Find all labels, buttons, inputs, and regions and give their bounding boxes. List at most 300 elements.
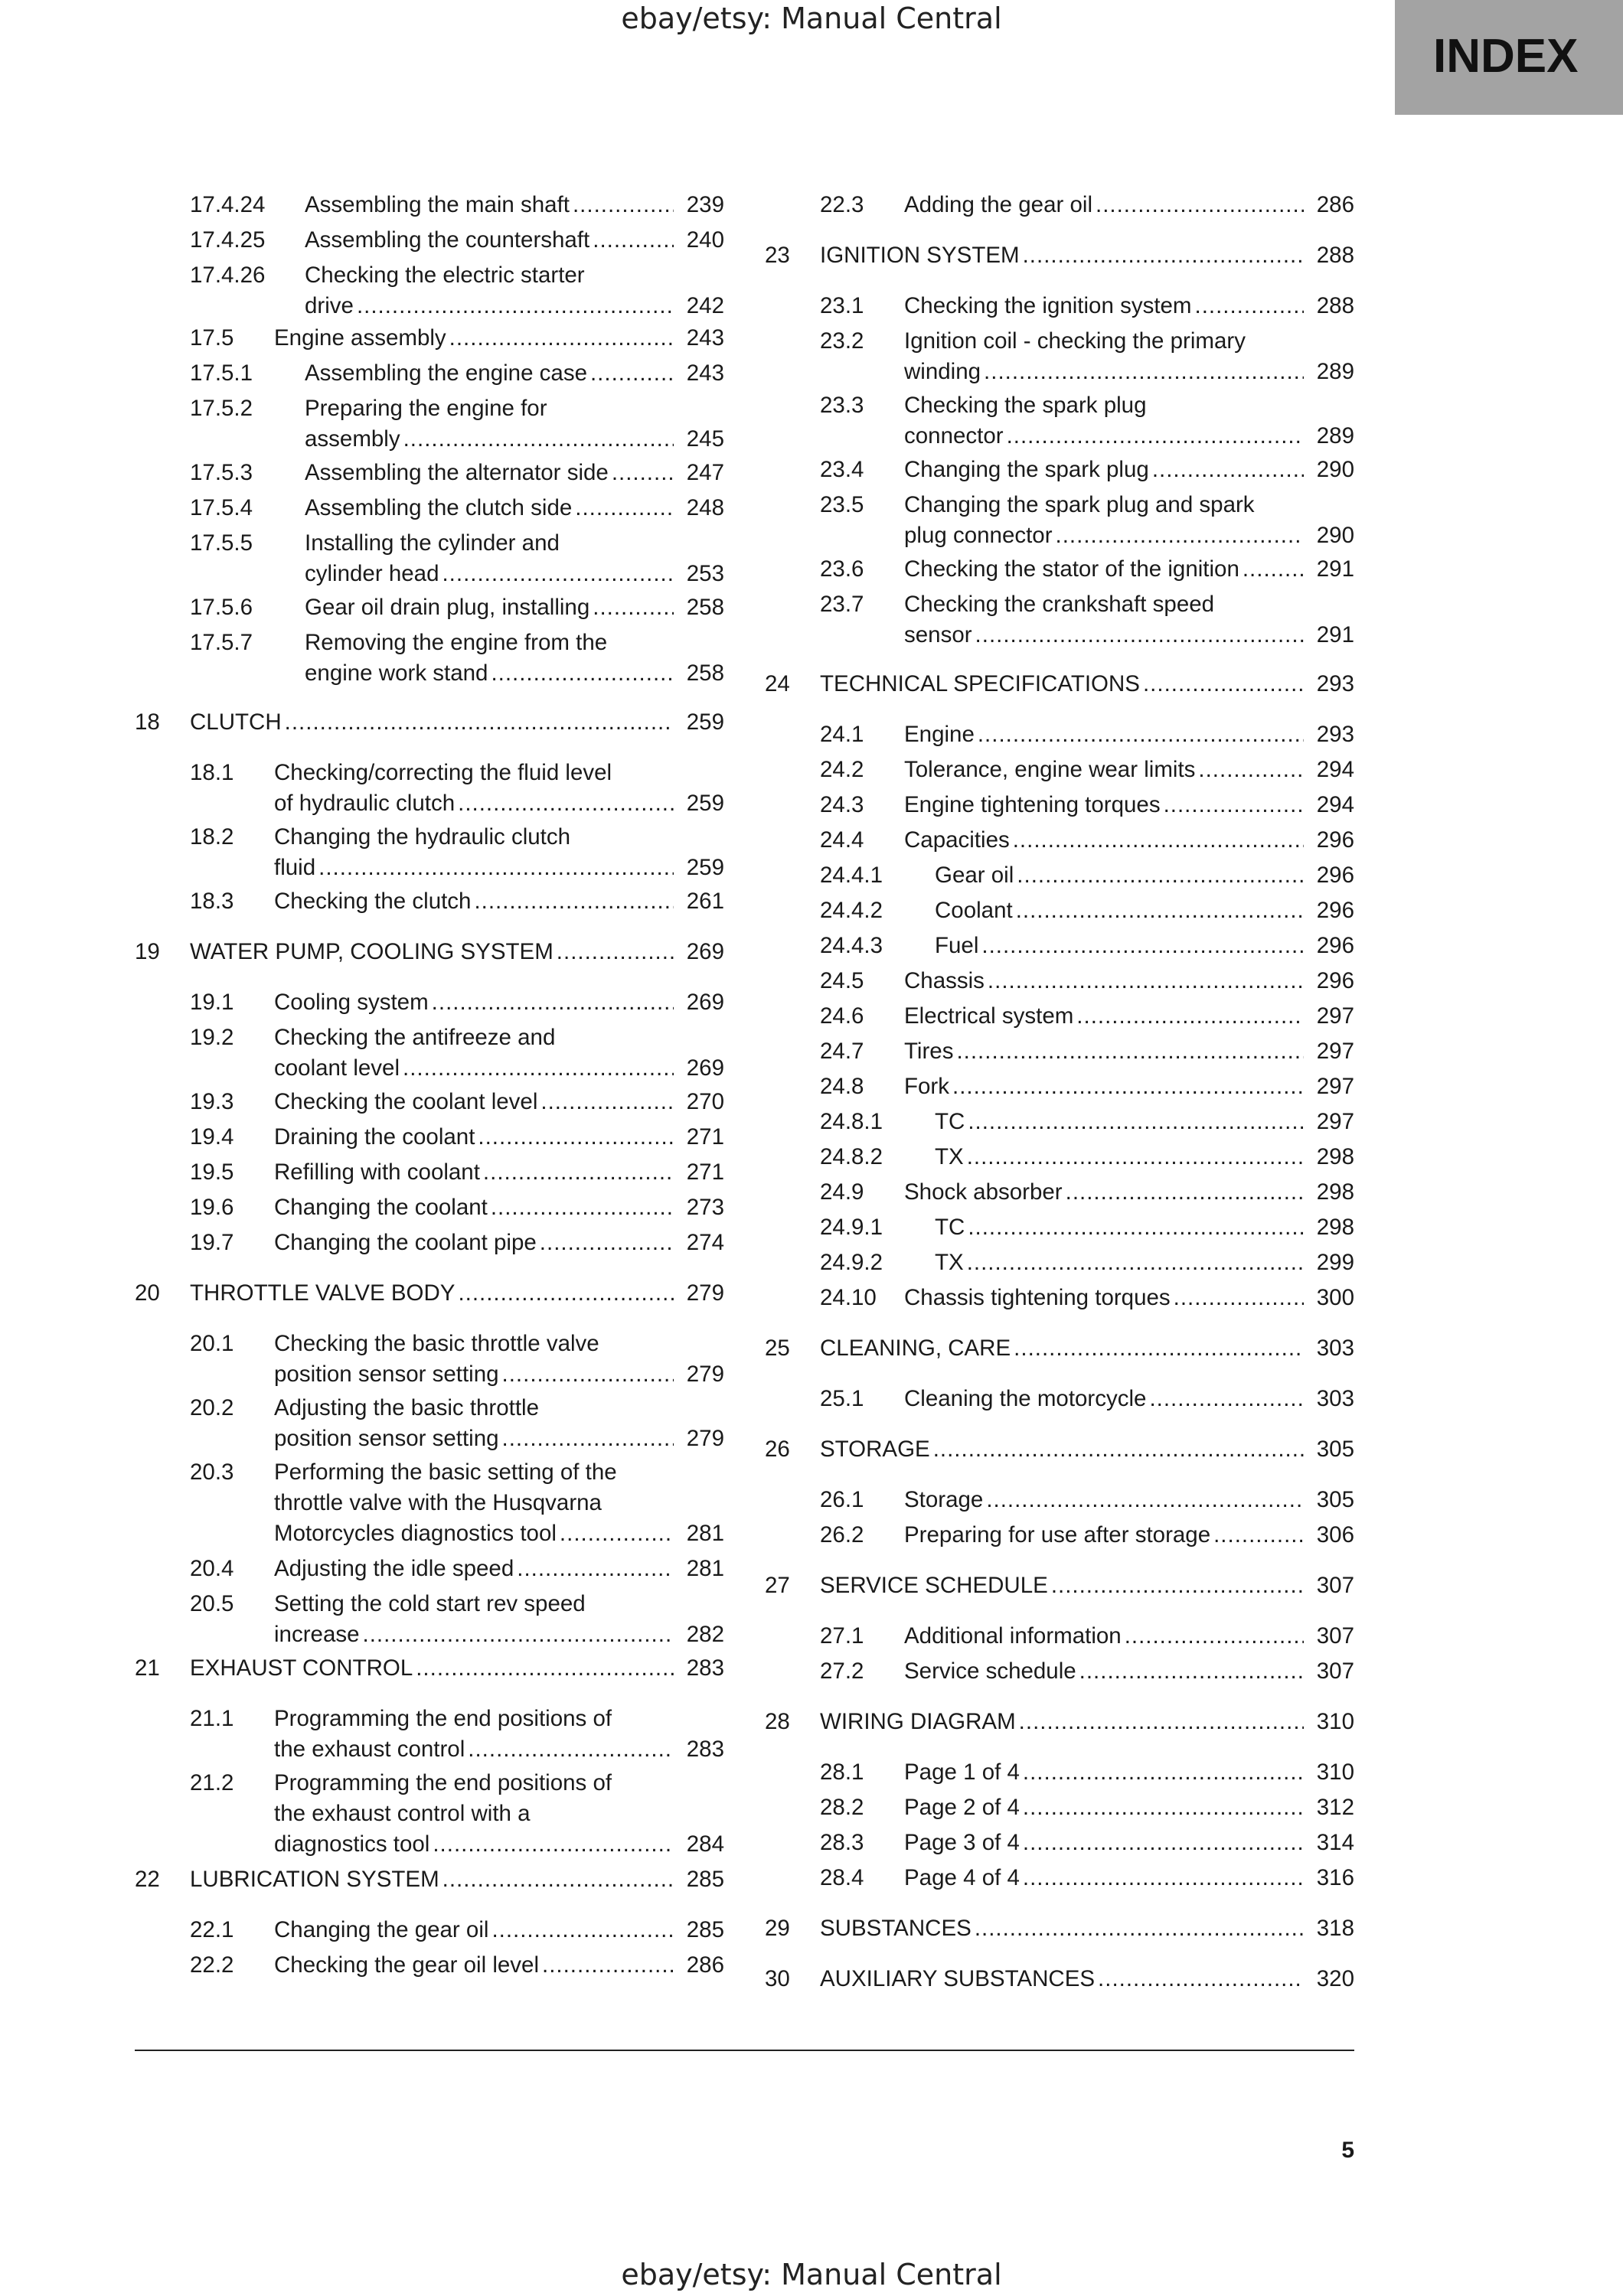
toc-entry-page: 297 — [1316, 1109, 1354, 1134]
toc-entry-title: Changing the spark plug and spark — [904, 492, 1255, 517]
toc-entry-number: 21.1 — [190, 1706, 234, 1731]
toc-entry[interactable] — [135, 323, 724, 354]
dot-leader — [1023, 1792, 1304, 1823]
toc-entry-title: Engine — [904, 722, 975, 747]
toc-entry[interactable] — [135, 1950, 724, 1981]
toc-entry[interactable] — [765, 1247, 1354, 1278]
dot-leader — [363, 1619, 674, 1650]
toc-entry-title: Assembling the countershaft — [305, 227, 590, 253]
toc-entry-number: 28.4 — [820, 1865, 864, 1890]
toc-entry-title: TC — [935, 1109, 965, 1134]
toc-entry-title: THROTTLE VALVE BODY — [190, 1280, 456, 1306]
toc-entry-page: 269 — [686, 990, 724, 1015]
toc-entry[interactable] — [765, 1913, 1354, 1944]
toc-entry[interactable] — [765, 860, 1354, 891]
toc-entry-page: 273 — [686, 1195, 724, 1220]
toc-entry-number: 23.3 — [820, 393, 864, 418]
toc-entry[interactable] — [765, 490, 1354, 551]
toc-entry-title: connector — [904, 423, 1004, 448]
toc-entry-page: 259 — [686, 709, 724, 735]
toc-entry-title: Checking the gear oil level — [274, 1952, 540, 1978]
index-tab — [1395, 0, 1623, 115]
dot-leader — [1174, 1283, 1304, 1313]
toc-entry-number: 22.2 — [190, 1952, 234, 1978]
toc-entry[interactable] — [765, 1757, 1354, 1788]
toc-entry[interactable] — [765, 1333, 1354, 1364]
toc-entry-page: 261 — [686, 889, 724, 914]
toc-entry[interactable] — [765, 455, 1354, 485]
dot-leader — [502, 1359, 674, 1390]
toc-entry-number: 24 — [765, 671, 790, 696]
toc-entry-title: coolant level — [274, 1055, 400, 1081]
toc-entry[interactable] — [765, 1792, 1354, 1823]
toc-entry-page: 281 — [686, 1521, 724, 1546]
toc-entry-title: the exhaust control with a — [274, 1801, 531, 1826]
toc-entry[interactable] — [765, 1656, 1354, 1687]
toc-entry[interactable] — [135, 1393, 724, 1454]
toc-entry[interactable] — [135, 758, 724, 819]
toc-entry-title: Programming the end positions of — [274, 1706, 612, 1731]
toc-entry-page: 320 — [1316, 1966, 1354, 1991]
toc-entry-page: 299 — [1316, 1250, 1354, 1275]
toc-entry-title: AUXILIARY SUBSTANCES — [820, 1966, 1096, 1991]
dot-leader — [1056, 520, 1304, 551]
dot-leader — [981, 931, 1304, 961]
toc-entry-number: 28.2 — [820, 1795, 864, 1820]
toc-entry[interactable] — [135, 592, 724, 623]
toc-entry[interactable] — [135, 1589, 724, 1650]
toc-entry[interactable] — [765, 1434, 1354, 1465]
toc-entry-number: 19.5 — [190, 1159, 234, 1185]
toc-entry-page: 245 — [686, 426, 724, 452]
toc-entry-page: 243 — [686, 325, 724, 351]
toc-entry-number: 22.3 — [820, 192, 864, 217]
toc-entry[interactable] — [765, 1177, 1354, 1208]
watermark-bottom: ebay/etsy: Manual Central — [621, 2258, 1002, 2291]
toc-entry[interactable] — [765, 1707, 1354, 1737]
toc-entry[interactable] — [135, 628, 724, 689]
toc-entry-title: Draining the coolant — [274, 1124, 475, 1150]
dot-leader — [1213, 1520, 1304, 1551]
dot-leader — [573, 190, 674, 220]
toc-entry-title: the exhaust control — [274, 1737, 465, 1762]
toc-entry-title: Checking the antifreeze and — [274, 1025, 556, 1050]
dot-leader — [285, 707, 674, 738]
toc-entry-title: Assembling the engine case — [305, 360, 587, 386]
toc-entry-number: 20.2 — [190, 1395, 234, 1420]
toc-entry-page: 239 — [686, 192, 724, 217]
toc-entry-number: 24.1 — [820, 722, 864, 747]
toc-entry-number: 24.8.2 — [820, 1144, 883, 1169]
toc-entry-page: 296 — [1316, 968, 1354, 993]
toc-entry-page: 259 — [686, 791, 724, 816]
toc-entry[interactable] — [765, 291, 1354, 321]
dot-leader — [1051, 1570, 1304, 1601]
dot-leader — [458, 1278, 674, 1309]
toc-entry-title: SUBSTANCES — [820, 1916, 972, 1941]
dot-leader — [575, 493, 674, 523]
toc-entry[interactable] — [765, 1863, 1354, 1893]
toc-entry-number: 19 — [135, 939, 160, 964]
toc-entry-number: 23 — [765, 243, 790, 268]
toc-entry[interactable] — [135, 1192, 724, 1223]
toc-entry-title: Assembling the clutch side — [305, 495, 573, 520]
toc-entry-title: Chassis — [904, 968, 985, 993]
dot-leader — [1149, 1384, 1304, 1414]
toc-entry-page: 281 — [686, 1556, 724, 1581]
toc-entry-title: diagnostics tool — [274, 1831, 430, 1857]
toc-entry-number: 24.4 — [820, 827, 864, 853]
toc-entry[interactable] — [135, 707, 724, 738]
toc-entry-title: Adding the gear oil — [904, 192, 1093, 217]
dot-leader — [478, 1122, 674, 1153]
dot-leader — [593, 225, 674, 256]
toc-entry-title: Checking the coolant level — [274, 1089, 538, 1114]
toc-entry-title: Checking the clutch — [274, 889, 472, 914]
toc-entry[interactable] — [135, 358, 724, 389]
toc-entry[interactable] — [135, 493, 724, 523]
toc-entry[interactable] — [765, 669, 1354, 700]
toc-entry-number: 27.1 — [820, 1623, 864, 1649]
toc-entry-number: 22 — [135, 1867, 160, 1892]
toc-entry-page: 306 — [1316, 1522, 1354, 1548]
toc-entry-number: 17.5 — [190, 325, 234, 351]
toc-entry-number: 17.4.25 — [190, 227, 266, 253]
toc-entry-title: position sensor setting — [274, 1362, 499, 1387]
toc-entry-title: Changing the spark plug — [904, 457, 1149, 482]
dot-leader — [416, 1653, 674, 1684]
toc-entry[interactable] — [765, 554, 1354, 585]
toc-entry-title: position sensor setting — [274, 1426, 499, 1451]
toc-entry[interactable] — [765, 719, 1354, 750]
dot-leader — [967, 1142, 1304, 1172]
toc-entry-number: 18.2 — [190, 824, 234, 850]
toc-entry[interactable] — [135, 1022, 724, 1084]
toc-entry-title: LUBRICATION SYSTEM — [190, 1867, 439, 1892]
toc-entry-title: increase — [274, 1622, 360, 1647]
toc-entry-number: 19.4 — [190, 1124, 234, 1150]
toc-entry-title: drive — [305, 293, 354, 318]
toc-entry-title: Adjusting the idle speed — [274, 1556, 514, 1581]
toc-entry-title: TECHNICAL SPECIFICATIONS — [820, 671, 1140, 696]
bottom-rule — [135, 2050, 1354, 2051]
toc-entry[interactable] — [135, 1915, 724, 1945]
toc-entry-number: 24.10 — [820, 1285, 877, 1310]
toc-entry[interactable] — [765, 240, 1354, 271]
toc-entry[interactable] — [765, 1828, 1354, 1858]
toc-entry-page: 307 — [1316, 1573, 1354, 1598]
toc-entry[interactable] — [135, 886, 724, 917]
dot-leader — [1243, 554, 1304, 585]
toc-entry-number: 17.4.24 — [190, 192, 266, 217]
toc-entry-number: 24.7 — [820, 1039, 864, 1064]
toc-entry[interactable] — [135, 260, 724, 321]
toc-entry[interactable] — [135, 1864, 724, 1895]
toc-entry-page: 296 — [1316, 863, 1354, 888]
toc-entry-number: 24.5 — [820, 968, 864, 993]
dot-leader — [560, 1518, 674, 1549]
toc-entry-title: Chassis tightening torques — [904, 1285, 1171, 1310]
toc-entry-page: 286 — [686, 1952, 724, 1978]
toc-entry-page: 305 — [1316, 1487, 1354, 1512]
toc-entry-page: 305 — [1316, 1437, 1354, 1462]
toc-entry[interactable] — [135, 225, 724, 256]
toc-entry-page: 253 — [686, 561, 724, 586]
toc-entry[interactable] — [765, 1283, 1354, 1313]
toc-entry-title: Checking the stator of the ignition — [904, 556, 1239, 582]
dot-leader — [1013, 825, 1304, 856]
toc-entry[interactable] — [135, 822, 724, 883]
toc-entry-title: Shock absorber — [904, 1179, 1063, 1205]
toc-entry-title: Electrical system — [904, 1003, 1074, 1029]
toc-entry-page: 290 — [1316, 457, 1354, 482]
toc-entry-page: 288 — [1316, 243, 1354, 268]
toc-entry-number: 18 — [135, 709, 160, 735]
toc-entry-title: Coolant — [935, 898, 1013, 923]
toc-entry-title: Preparing the engine for — [305, 396, 547, 421]
toc-entry-number: 19.2 — [190, 1025, 234, 1050]
dot-leader — [1023, 1828, 1304, 1858]
toc-entry-number: 23.7 — [820, 592, 864, 617]
toc-entry-page: 284 — [686, 1831, 724, 1857]
toc-entry-title: Preparing for use after storage — [904, 1522, 1211, 1548]
toc-entry-page: 312 — [1316, 1795, 1354, 1820]
dot-leader — [357, 291, 674, 321]
dot-leader — [474, 886, 674, 917]
dot-leader — [1195, 291, 1305, 321]
toc-entry-number: 19.7 — [190, 1230, 234, 1255]
toc-entry[interactable] — [135, 1329, 724, 1390]
toc-entry[interactable] — [765, 1520, 1354, 1551]
toc-entry-number: 21 — [135, 1655, 160, 1681]
toc-entry-number: 27 — [765, 1573, 790, 1598]
toc-entry-title: WATER PUMP, COOLING SYSTEM — [190, 939, 554, 964]
toc-entry-title: Additional information — [904, 1623, 1122, 1649]
toc-entry-title: IGNITION SYSTEM — [820, 243, 1020, 268]
toc-entry-page: 286 — [1316, 192, 1354, 217]
toc-entry[interactable] — [765, 790, 1354, 820]
dot-leader — [956, 1036, 1304, 1067]
toc-entry[interactable] — [135, 1554, 724, 1584]
toc-entry-number: 20 — [135, 1280, 160, 1306]
toc-entry-number: 17.5.6 — [190, 595, 253, 620]
dot-leader — [968, 1107, 1304, 1137]
toc-entry-page: 291 — [1316, 556, 1354, 582]
toc-entry-page: 297 — [1316, 1039, 1354, 1064]
toc-entry-page: 243 — [686, 360, 724, 386]
dot-leader — [1143, 669, 1304, 700]
toc-entry-page: 283 — [686, 1655, 724, 1681]
toc-entry[interactable] — [765, 390, 1354, 452]
dot-leader — [1023, 1863, 1304, 1893]
toc-entry-number: 19.3 — [190, 1089, 234, 1114]
toc-entry-number: 24.8.1 — [820, 1109, 883, 1134]
toc-entry[interactable] — [765, 825, 1354, 856]
dot-leader — [449, 323, 674, 354]
toc-entry-title: Storage — [904, 1487, 984, 1512]
toc-entry-number: 19.6 — [190, 1195, 234, 1220]
toc-entry[interactable] — [765, 190, 1354, 220]
toc-entry-page: 248 — [686, 495, 724, 520]
toc-entry-number: 30 — [765, 1966, 790, 1991]
toc-entry-number: 28.1 — [820, 1760, 864, 1785]
toc-entry[interactable] — [135, 1157, 724, 1188]
toc-entry[interactable] — [135, 458, 724, 488]
toc-entry-page: 271 — [686, 1124, 724, 1150]
toc-entry[interactable] — [765, 1036, 1354, 1067]
dot-leader — [491, 1192, 674, 1223]
dot-leader — [502, 1424, 674, 1454]
toc-entry-number: 17.5.4 — [190, 495, 253, 520]
toc-entry[interactable] — [135, 1653, 724, 1684]
toc-entry-page: 247 — [686, 460, 724, 485]
toc-entry-page: 258 — [686, 660, 724, 686]
toc-entry-title: Performing the basic setting of the — [274, 1459, 617, 1485]
dot-leader — [542, 1950, 674, 1981]
toc-entry-number: 24.4.1 — [820, 863, 883, 888]
toc-entry[interactable] — [135, 1457, 724, 1549]
toc-entry-number: 26 — [765, 1437, 790, 1462]
toc-entry[interactable] — [135, 1122, 724, 1153]
toc-entry-number: 24.3 — [820, 792, 864, 817]
toc-entry[interactable] — [765, 1621, 1354, 1652]
toc-entry[interactable] — [765, 1570, 1354, 1601]
dot-leader — [442, 1864, 674, 1895]
dot-leader — [318, 853, 674, 883]
toc-entry-title: of hydraulic clutch — [274, 791, 456, 816]
toc-entry-page: 303 — [1316, 1386, 1354, 1411]
dot-leader — [517, 1554, 674, 1584]
toc-entry-title: Assembling the main shaft — [305, 192, 570, 217]
dot-leader — [1023, 240, 1304, 271]
toc-entry[interactable] — [765, 589, 1354, 651]
toc-entry-title: Page 2 of 4 — [904, 1795, 1020, 1820]
toc-entry-title: Page 4 of 4 — [904, 1865, 1020, 1890]
toc-entry-number: 22.1 — [190, 1917, 234, 1942]
toc-entry[interactable] — [135, 987, 724, 1018]
dot-leader — [557, 937, 674, 967]
toc-entry-title: Fuel — [935, 933, 979, 958]
toc-entry-title: CLEANING, CARE — [820, 1336, 1011, 1361]
toc-entry-page: 240 — [686, 227, 724, 253]
toc-entry-number: 29 — [765, 1916, 790, 1941]
toc-entry[interactable] — [135, 393, 724, 455]
toc-entry-page: 293 — [1316, 671, 1354, 696]
toc-entry-page: 279 — [686, 1426, 724, 1451]
toc-entry[interactable] — [765, 1212, 1354, 1243]
toc-entry-page: 298 — [1316, 1179, 1354, 1205]
toc-entry-number: 17.5.7 — [190, 630, 253, 655]
toc-entry-number: 18.1 — [190, 760, 234, 785]
toc-entry-title: Refilling with coolant — [274, 1159, 480, 1185]
dot-leader — [1098, 1964, 1304, 1994]
toc-entry[interactable] — [765, 1107, 1354, 1137]
toc-entry[interactable] — [135, 1704, 724, 1765]
toc-entry[interactable] — [135, 528, 724, 589]
dot-leader — [1014, 1333, 1304, 1364]
dot-leader — [1023, 1757, 1304, 1788]
toc-entry[interactable] — [765, 931, 1354, 961]
dot-leader — [975, 1913, 1304, 1944]
toc-entry-page: 298 — [1316, 1215, 1354, 1240]
toc-entry-number: 24.6 — [820, 1003, 864, 1029]
dot-leader — [540, 1228, 674, 1258]
toc-entry-title: plug connector — [904, 523, 1053, 548]
toc-entry-page: 271 — [686, 1159, 724, 1185]
dot-leader — [491, 658, 674, 689]
toc-entry-number: 17.5.5 — [190, 530, 253, 556]
dot-leader — [967, 1247, 1304, 1278]
toc-entry-page: 269 — [686, 1055, 724, 1081]
toc-entry-title: Changing the gear oil — [274, 1917, 489, 1942]
toc-entry-title: Adjusting the basic throttle — [274, 1395, 540, 1420]
toc-entry-title: Checking the spark plug — [904, 393, 1147, 418]
toc-entry[interactable] — [765, 1384, 1354, 1414]
toc-entry[interactable] — [765, 966, 1354, 996]
toc-entry-number: 28.3 — [820, 1830, 864, 1855]
toc-entry-title: TC — [935, 1215, 965, 1240]
dot-leader — [1096, 190, 1304, 220]
toc-entry-title: fluid — [274, 855, 316, 880]
toc-entry[interactable] — [135, 937, 724, 967]
toc-entry-page: 300 — [1316, 1285, 1354, 1310]
toc-entry-title: Setting the cold start rev speed — [274, 1591, 586, 1616]
toc-entry-number: 23.4 — [820, 457, 864, 482]
toc-entry[interactable] — [135, 1228, 724, 1258]
toc-entry[interactable] — [765, 1001, 1354, 1032]
toc-entry[interactable] — [765, 1485, 1354, 1515]
toc-entry-number: 20.4 — [190, 1556, 234, 1581]
toc-entry[interactable] — [765, 1142, 1354, 1172]
toc-entry-page: 296 — [1316, 898, 1354, 923]
toc-entry-number: 24.8 — [820, 1074, 864, 1099]
dot-leader — [442, 559, 674, 589]
toc-entry[interactable] — [765, 895, 1354, 926]
toc-entry[interactable] — [765, 755, 1354, 785]
toc-entry[interactable] — [135, 1087, 724, 1117]
toc-entry[interactable] — [135, 1278, 724, 1309]
toc-entry[interactable] — [765, 326, 1354, 387]
toc-entry-title: Gear oil drain plug, installing — [305, 595, 590, 620]
toc-entry-title: winding — [904, 359, 981, 384]
toc-entry-number: 24.9.1 — [820, 1215, 883, 1240]
page-number: 5 — [1341, 2138, 1354, 2163]
toc-entry-page: 307 — [1316, 1658, 1354, 1684]
dot-leader — [988, 966, 1304, 996]
toc-entry-page: 293 — [1316, 722, 1354, 747]
toc-entry-number: 17.5.3 — [190, 460, 253, 485]
toc-entry-number: 26.2 — [820, 1522, 864, 1548]
dot-leader — [540, 1087, 674, 1117]
toc-entry[interactable] — [135, 190, 724, 220]
dot-leader — [1076, 1001, 1304, 1032]
toc-entry[interactable] — [765, 1964, 1354, 1994]
toc-entry-title: Motorcycles diagnostics tool — [274, 1521, 557, 1546]
toc-entry-title: Checking the basic throttle valve — [274, 1331, 599, 1356]
dot-leader — [1066, 1177, 1304, 1208]
toc-entry-title: Changing the coolant pipe — [274, 1230, 537, 1255]
toc-entry-page: 289 — [1316, 359, 1354, 384]
toc-entry[interactable] — [135, 1768, 724, 1860]
dot-leader — [403, 424, 674, 455]
toc-entry-number: 20.3 — [190, 1459, 234, 1485]
dot-leader — [986, 1485, 1304, 1515]
dot-leader — [468, 1734, 674, 1765]
dot-leader — [433, 1829, 674, 1860]
toc-entry-number: 19.1 — [190, 990, 234, 1015]
dot-leader — [432, 987, 674, 1018]
toc-entry[interactable] — [765, 1071, 1354, 1102]
